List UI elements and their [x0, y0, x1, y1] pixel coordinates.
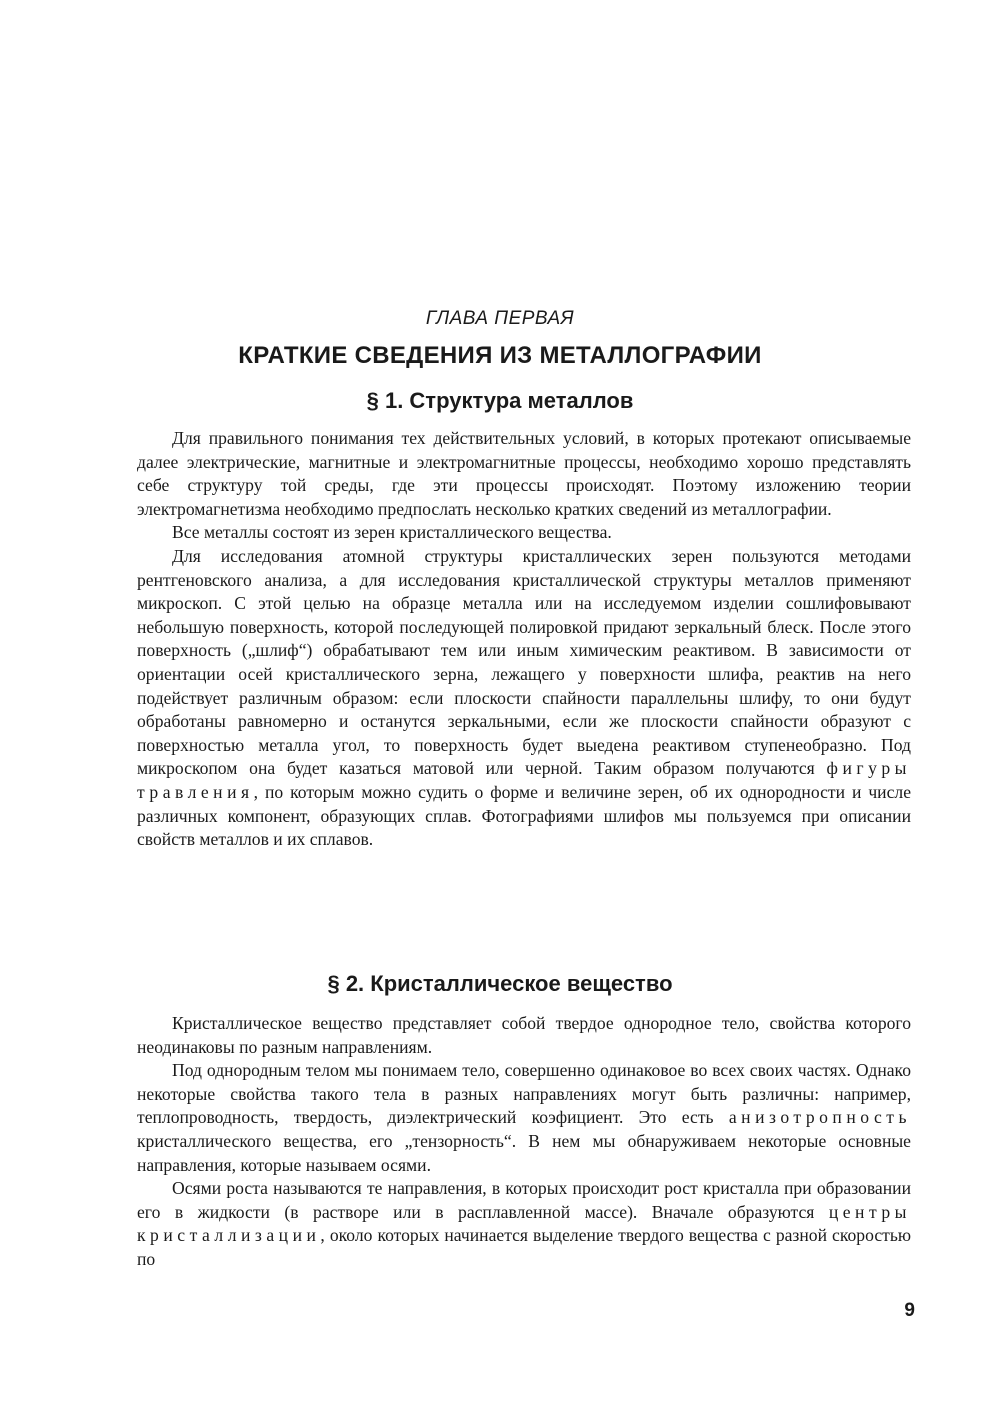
section-1-paragraph-1: Для правильного понимания тех действительных условий, в которых протекают описываемые далее электрические, магнитные и электромагнитные процессы, необходимо хорошо представлять себе структуру той среды, где эти процессы происходят. Поэтому изложению теории электромагнетизма необходимо предпослать несколько кратких сведений из металлографии.	[137, 428, 911, 519]
term-etching-figures: фигуры травления	[137, 758, 911, 802]
section-1-body	[137, 427, 911, 852]
page-number: 9	[904, 1300, 915, 1321]
section-1-paragraph-2: Все металлы состоят из зерен кристаллического вещества.	[172, 522, 612, 543]
section-2-paragraph-3	[137, 1177, 911, 1271]
section-2-paragraph-1: Кристаллическое вещество представляет собой твердое однородное тело, свойства которого неодинаковы по разным направлениям.	[137, 1013, 911, 1057]
section-2-paragraph-2-part-a: Под однородным телом мы понимаем тело, совершенно одинаковое во всех своих частях. Однако некоторые свойства такого тела в разных направлениях могут быть различны: например, теплопроводность, твердость, диэлектрический коэфициент. Это есть	[137, 1060, 911, 1128]
section-2-paragraph-3-part-b: , около которых начинается выделение твердого вещества с разной скоростью по	[137, 1225, 911, 1269]
chapter-title: КРАТКИЕ СВЕДЕНИЯ ИЗ МЕТАЛЛОГРАФИИ	[238, 342, 762, 369]
section-2-paragraph-2-part-b: кристаллического вещества, его „тензорность“. В нем мы обнаруживаем некоторые основные направления, которые называем осями.	[137, 1130, 911, 1175]
section-1-paragraph-3	[137, 545, 911, 852]
term-anisotropy: анизотропность	[728, 1107, 911, 1128]
section-2-body	[137, 1012, 911, 1272]
chapter-label: ГЛАВА ПЕРВАЯ	[425, 308, 575, 329]
section-2-paragraph-2	[137, 1059, 911, 1177]
section-1-title: § 1. Структура металлов	[366, 388, 634, 413]
section-2-title: § 2. Кристаллическое вещество	[327, 971, 673, 996]
term-crystallization-centers: центры кристаллизации	[137, 1201, 911, 1246]
section-2-paragraph-3-part-a: Осями роста называются те направления, в которых происходит рост кристалла при образовании его в жидкости (в растворе или в расплавленной массе). Вначале образуются	[137, 1178, 911, 1222]
section-1-paragraph-3-part-b: , по которым можно судить о форме и величине зерен, об их однородности и числе различных компонент, образующих сплав. Фотографиями шлифов мы пользуемся при описании свойств металлов и их сплавов.	[137, 781, 911, 850]
section-1-paragraph-3-part-a: Для исследования атомной структуры кристаллических зерен пользуются методами рентгеновского анализа, а для исследования кристаллической структуры металлов применяют микроскоп. С этой целью на образце металла или на исследуемом изделии сошлифовывают небольшую поверхность, которой последующей полировкой придают зеркальный блеск. После этого поверхность („шлиф“) обрабатывают тем или иным химическим реактивом. В зависимости от ориентации осей кристаллического зерна, лежащего у поверхности шлифа, реактив на него подействует различным образом: если плоскости спайности параллельны шлифу, то они будут обработаны равномерно и останутся зеркальными, если же плоскости спайности образуют с поверхностью металла угол, то поверхность будет выедена реактивом ступенеобразно. Под микроскопом она будет казаться матовой или черной. Таким образом получаются	[137, 545, 911, 779]
